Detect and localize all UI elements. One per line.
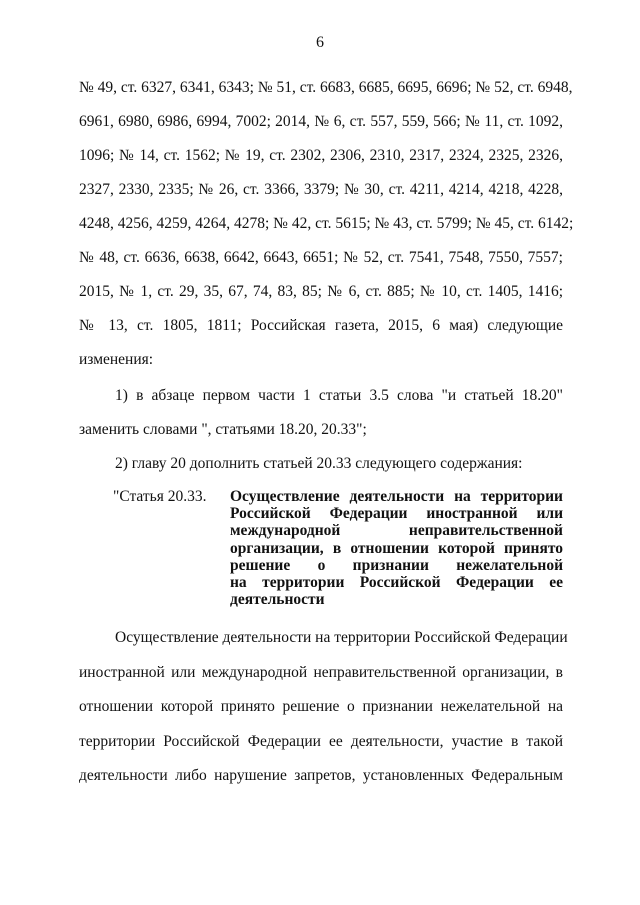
title-line: международной неправительственной: [230, 522, 563, 540]
title-line: Осуществление деятельности на территории: [230, 488, 563, 505]
item-2: [79, 454, 563, 488]
text-line: 6961, 6980, 6986, 6994, 7002; 2014, № 6, ст. 557, 559, 566; № 11, ст. 1092,: [79, 113, 563, 130]
text-line: иностранной или международной неправительственной организации, в: [79, 663, 563, 681]
title-line: решение о признании нежелательной: [230, 556, 563, 574]
text-line: Осуществление деятельности на территории Российской Федерации: [115, 629, 568, 646]
article-body: [79, 628, 568, 801]
page-number: 6: [316, 34, 324, 51]
text-line: отношении которой принято решение о признании нежелательной на: [79, 698, 563, 715]
text-line: 1096; № 14, ст. 1562; № 19, ст. 2302, 2306, 2310, 2317, 2324, 2325, 2326,: [79, 147, 563, 164]
text-line: деятельности либо нарушение запретов, установленных Федеральным: [79, 767, 563, 784]
item-1: [79, 386, 563, 454]
title-line: на территории Российской Федерации ее: [230, 573, 563, 591]
text-line: 1) в абзаце первом части 1 статьи 3.5 слова "и статьей 18.20": [115, 387, 563, 404]
text-line: 2327, 2330, 2335; № 26, ст. 3366, 3379; № 30, ст. 4211, 4214, 4218, 4228,: [79, 181, 563, 198]
text-line: территории Российской Федерации ее деятельности, участие в такой: [79, 732, 563, 750]
amendment-list-continuation: [79, 78, 574, 384]
article-title: [230, 488, 563, 608]
title-line: деятельности: [230, 591, 325, 609]
text-line: № 49, ст. 6327, 6341, 6343; № 51, ст. 6683, 6685, 6695, 6696; № 52, ст. 6948,: [79, 79, 573, 96]
title-line: организации, в отношении которой принято: [230, 539, 563, 557]
text-line: 2) главу 20 дополнить статьей 20.33 следующего содержания:: [115, 455, 523, 472]
text-line: 4248, 4256, 4259, 4264, 4278; № 42, ст. 5615; № 43, ст. 5799; № 45, ст. 6142;: [79, 215, 574, 232]
text-line: № 48, ст. 6636, 6638, 6642, 6643, 6651; № 52, ст. 7541, 7548, 7550, 7557;: [79, 249, 563, 266]
article-number: "Статья 20.33.: [113, 488, 207, 505]
title-line: Российской Федерации иностранной или: [230, 505, 563, 523]
text-line: № 13, ст. 1805, 1811; Российская газета, 2015, 6 мая) следующие: [79, 317, 563, 334]
text-line: 2015, № 1, ст. 29, 35, 67, 74, 83, 85; № 6, ст. 885; № 10, ст. 1405, 1416;: [79, 283, 563, 300]
text-line: заменить словами ", статьями 18.20, 20.33";: [79, 421, 367, 438]
text-line: изменения:: [79, 351, 154, 368]
